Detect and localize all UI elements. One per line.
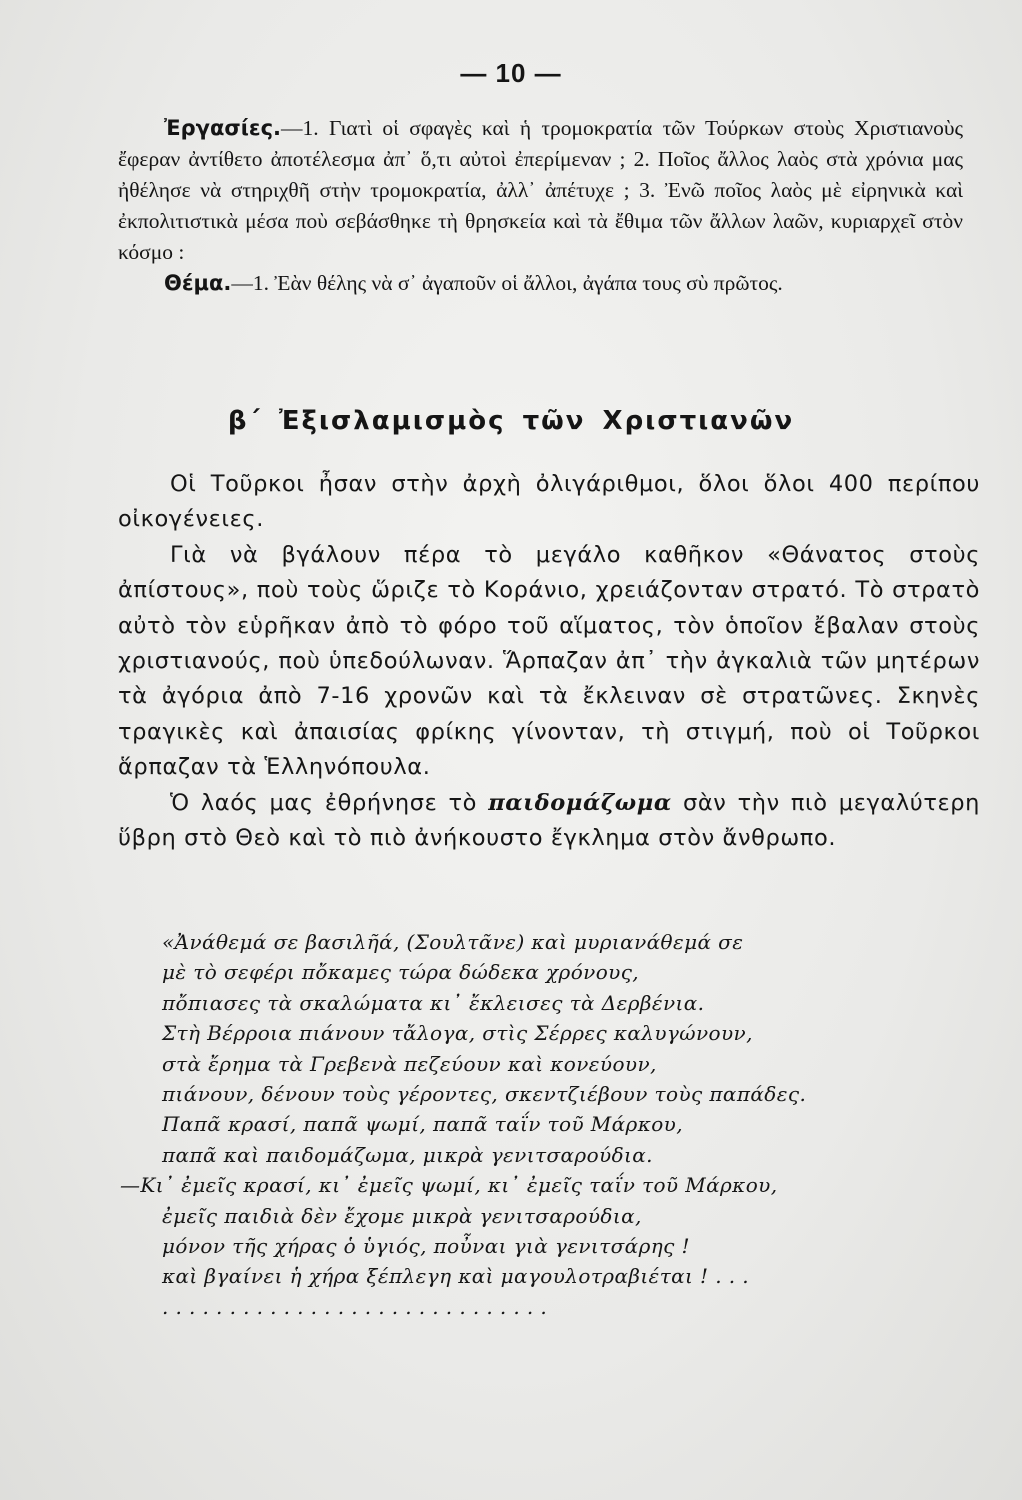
section-title: β΄ Ἐξισλαμισμὸς τῶν Χριστιανῶν bbox=[227, 406, 795, 436]
paragraph-2: Γιὰ νὰ βγάλουν πέρα τὸ μεγάλο καθῆκον «Θάνατος στοὺς ἀπίστους», ποὺ τοὺς ὥριζε τὸ Κοράνιο, χρειάζονταν στρατό. Τὸ στρατὸ αὐτὸ τὸν εὑρῆκαν ἀπὸ τὸ φόρο τοῦ αἵματος, τὸν ὁποῖον ἔβαλαν στοὺς χριστιανούς, ποὺ ὑπεδούλωναν. Ἅρπαζαν ἀπ᾽ τὴν ἀγκαλιὰ τῶν μητέρων τὰ ἀγόρια ἀπὸ 7-16 χρονῶν καὶ τὰ ἔκλειναν σὲ στρατῶνες. Σκηνὲς τραγικὲς καὶ ἀπαισίας φρίκης γίνονταν, τὴ στιγμή, ποὺ οἱ Τοῦρκοι ἅρπαζαν τὰ Ἑλληνόπουλα. bbox=[118, 541, 980, 781]
poem-line: μόνον τῆς χήρας ὁ ὑγιός, ποὖναι γιὰ γενιτσάρης ! bbox=[162, 1234, 690, 1259]
paidomazoma-emphasis: παιδομάζωμα bbox=[488, 789, 672, 816]
poem-line: στὰ ἔρημα τὰ Γρεβενὰ πεζεύουν καὶ κονεύουν, bbox=[162, 1051, 657, 1076]
paragraph-3-end: σὰν τὴν πιὸ μεγαλύτερη ὕβρη στὸ Θεὸ καὶ τὸ πιὸ ἀνήκουστο ἔγκλημα στὸν ἄνθρωπο. bbox=[118, 789, 980, 852]
theme-paragraph bbox=[118, 268, 963, 299]
exercises-block bbox=[118, 113, 963, 299]
poem-line: —Κι᾽ ἐμεῖς κρασί, κι᾽ ἐμεῖς ψωμί, κι᾽ ἐμεῖς ταΐν τοῦ Μάρκου, bbox=[120, 1173, 778, 1198]
body-text bbox=[118, 467, 980, 856]
theme-label: Θέμα. bbox=[164, 271, 232, 295]
poem-ellipsis: . . . . . . . . . . . . . . . . . . . . . . . . . . . . . bbox=[162, 1294, 548, 1319]
poem-line: πιάνουν, δένουν τοὺς γέροντες, σκεντζιέβουν τοὺς παπάδες. bbox=[162, 1082, 807, 1107]
poem-line: πὄπιασες τὰ σκαλώματα κι᾽ ἔκλεισες τὰ Δερβένια. bbox=[162, 990, 705, 1015]
paragraph-1: Οἱ Τοῦρκοι ἦσαν στὴν ἀρχὴ ὀλιγάριθμοι, ὅλοι ὅλοι 400 περίπου οἰκογένειες. bbox=[118, 471, 980, 533]
poem-line: ἐμεῖς παιδιὰ δὲν ἔχομε μικρὰ γενιτσαρούδια, bbox=[162, 1203, 642, 1228]
poem-line: «Ἀνάθεμά σε βασιλῆά, (Σουλτᾶνε) καὶ μυριανάθεμά σε bbox=[162, 930, 744, 954]
poem-line: Στὴ Βέρροια πιάνουν τἄλογα, στὶς Σέρρες καλυγώνουν, bbox=[162, 1021, 753, 1046]
page-number: — 10 — bbox=[460, 58, 562, 88]
poem-line: μὲ τὸ σεφέρι πὄκαμες τώρα δώδεκα χρόνους, bbox=[162, 960, 640, 985]
exercises-label: Ἐργασίες. bbox=[164, 116, 282, 140]
theme-text: —1. Ἐὰν θέλης νὰ σ᾽ ἀγαποῦν οἱ ἄλλοι, ἀγάπα τους σὺ πρῶτος. bbox=[231, 271, 783, 295]
paragraph-3-start: Ὁ λαός μας ἐθρήνησε τὸ bbox=[170, 789, 489, 816]
poem-line: παπᾶ καὶ παιδομάζωμα, μικρὰ γενιτσαρούδια. bbox=[162, 1142, 653, 1167]
exercises-paragraph bbox=[118, 113, 963, 268]
poem-line: καὶ βγαίνει ἡ χήρα ξέπλεγη καὶ μαγουλοτραβιέται ! . . . bbox=[162, 1264, 750, 1289]
poem-line: Παπᾶ κρασί, παπᾶ ψωμί, παπᾶ ταΐν τοῦ Μάρκου, bbox=[162, 1112, 683, 1137]
exercises-text: —1. Γιατὶ οἱ σφαγὲς καὶ ἡ τρομοκρατία τῶν Τούρκων στοὺς Χριστιανοὺς ἔφεραν ἀντίθετο ἀποτέλεσμα ἀπ᾽ ὅ,τι αὐτοὶ ἐπερίμεναν ; 2. Ποῖος ἄλλος λαὸς στὰ χρόνια μας ἠθέλησε νὰ στηριχθῆ στὴν τρομοκρατία, ἀλλ᾽ ἀπέτυχε ; 3. Ἐνῶ ποῖος λαὸς μὲ εἰρηνικὰ καὶ ἐκπολιτιστικὰ μέσα ποὺ σεβάσθηκε τὴ θρησκεία καὶ τὰ ἔθιμα τῶν ἄλλων λαῶν, κυριαρχεῖ στὸν κόσμο : bbox=[118, 116, 963, 264]
folk-song bbox=[118, 927, 918, 1322]
paragraph-3 bbox=[118, 786, 980, 857]
